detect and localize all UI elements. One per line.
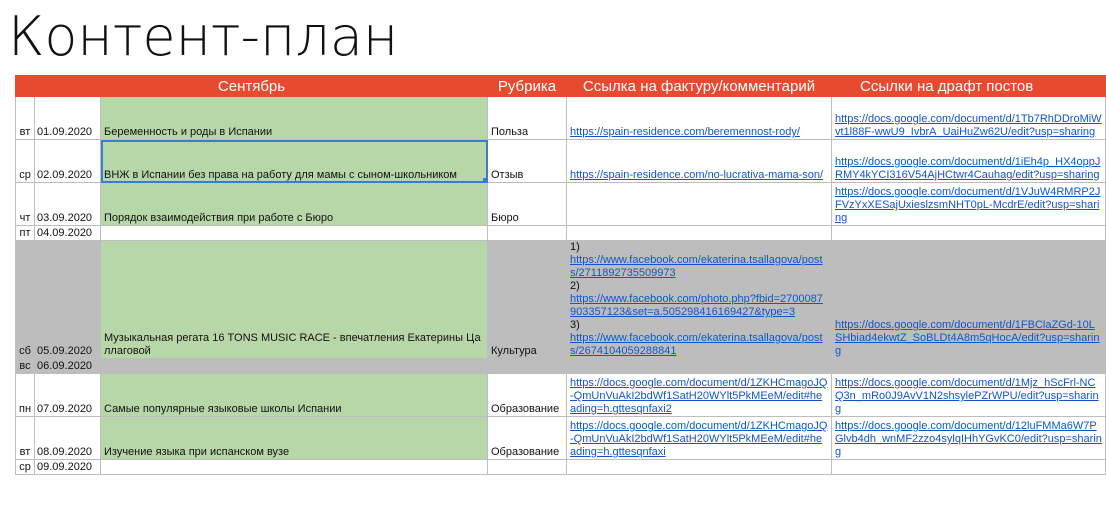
rubric-cell[interactable]: Отзыв [488,140,567,183]
topic-cell[interactable]: Изучение языка при испанском вузе [101,417,488,460]
link-cell[interactable] [567,417,832,460]
table-row [16,183,1106,226]
draft-cell[interactable] [832,359,1106,374]
rubric-cell[interactable]: Образование [488,417,567,460]
draft-cell[interactable] [832,183,1106,226]
rubric-cell[interactable] [488,226,567,241]
table-row [16,374,1106,417]
topic-cell[interactable]: Порядок взаимодействия при работе с Бюро [101,183,488,226]
link-number: 3) [570,319,580,331]
day-cell[interactable]: ср [16,140,35,183]
date-cell[interactable]: 06.09.2020 [35,359,101,374]
date-cell[interactable]: 07.09.2020 [35,374,101,417]
topic-cell[interactable] [101,226,488,241]
table-row [16,460,1106,475]
date-cell[interactable]: 05.09.2020 [35,241,101,359]
day-cell[interactable]: чт [16,183,35,226]
table-row [16,140,1106,183]
link-cell[interactable] [567,226,832,241]
link-cell[interactable] [567,97,832,140]
link-cell[interactable] [567,140,832,183]
table-row [16,359,1106,374]
table-row [16,241,1106,359]
day-cell[interactable]: пн [16,374,35,417]
day-cell[interactable]: вт [16,417,35,460]
draft-cell[interactable] [832,417,1106,460]
header-rubric[interactable]: Рубрика [488,76,567,97]
draft-link[interactable]: https://docs.google.com/document/d/1iEh4p_HX4oppJRMY4kYCI316V54AjHCtwr4Cauhag/edit?usp=sharing [835,156,1101,181]
link-cell[interactable] [567,460,832,475]
header-month[interactable]: Сентябрь [16,76,488,97]
draft-cell[interactable] [832,226,1106,241]
link-cell[interactable] [567,374,832,417]
draft-link[interactable]: https://docs.google.com/document/d/1VJuW4RMRP2JFVzYxXESajUxieslzsmNHT0pL-McdrE/edit?usp=sharing [835,186,1101,224]
day-cell[interactable]: вс [16,359,35,374]
header-links[interactable]: Ссылка на фактуру/комментарий [567,76,832,97]
topic-cell[interactable] [101,359,488,374]
rubric-cell[interactable]: Культура [488,241,567,359]
link[interactable]: https://www.facebook.com/ekaterina.tsallagova/posts/2674104059288841 [570,332,823,357]
rubric-cell[interactable]: Польза [488,97,567,140]
date-cell[interactable]: 01.09.2020 [35,97,101,140]
link-number: 2) [570,280,580,292]
link-number: 1) [570,241,580,253]
link[interactable]: https://www.facebook.com/ekaterina.tsallagova/posts/2711892735509973 [570,254,823,279]
table-row [16,226,1106,241]
rubric-cell[interactable] [488,460,567,475]
draft-cell[interactable] [832,460,1106,475]
table-row [16,97,1106,140]
date-cell[interactable]: 04.09.2020 [35,226,101,241]
draft-cell[interactable] [832,374,1106,417]
link[interactable]: https://docs.google.com/document/d/1ZKHCmagoJQ-QmUnVuAkI2bdWf1SatH20WYlt5PkMEeM/edit#heading=h.gttesqnfaxi [570,420,828,458]
topic-cell[interactable] [101,460,488,475]
header-drafts[interactable]: Ссылки на драфт постов [832,76,1106,97]
date-cell[interactable]: 08.09.2020 [35,417,101,460]
day-cell[interactable]: вт [16,97,35,140]
link[interactable]: https://spain-residence.com/beremennost-rody/ [570,126,800,138]
rubric-cell[interactable] [488,359,567,374]
topic-cell[interactable]: Музыкальная регата 16 TONS MUSIC RACE - впечатления Екатерины Цаллаговой [101,241,488,359]
table-row [16,417,1106,460]
draft-link[interactable]: https://docs.google.com/document/d/1Tb7RhDDroMiWvt1l88F-wwU9_IvbrA_UaiHuZw62U/edit?usp=sharing [835,113,1102,138]
topic-cell-selected[interactable]: ВНЖ в Испании без права на работу для мамы с сыном-школьником [101,140,488,183]
day-cell[interactable]: сб [16,241,35,359]
draft-cell[interactable] [832,241,1106,359]
link-cell[interactable] [567,241,832,359]
link[interactable]: https://docs.google.com/document/d/1ZKHCmagoJQ-QmUnVuAkI2bdWf1SatH20WYlt5PkMEeM/edit#heading=h.gttesqnfaxi2 [570,377,828,415]
date-cell[interactable]: 02.09.2020 [35,140,101,183]
content-plan-table [15,75,1106,475]
topic-cell[interactable]: Самые популярные языковые школы Испании [101,374,488,417]
link[interactable]: https://www.facebook.com/photo.php?fbid=2700087903357123&set=a.505298416169427&type=3 [570,293,823,318]
page-title: Контент-план [8,5,399,68]
draft-cell[interactable] [832,97,1106,140]
rubric-cell[interactable]: Образование [488,374,567,417]
draft-cell[interactable] [832,140,1106,183]
day-cell[interactable]: ср [16,460,35,475]
topic-cell[interactable]: Беременность и роды в Испании [101,97,488,140]
date-cell[interactable]: 09.09.2020 [35,460,101,475]
draft-link[interactable]: https://docs.google.com/document/d/1Mjz_hScFrl-NCQ3n_mRo0J9AvV1N2shsylePZrWPU/edit?usp=sharing [835,377,1099,415]
day-cell[interactable]: пт [16,226,35,241]
link-cell[interactable] [567,359,832,374]
draft-link[interactable]: https://docs.google.com/document/d/12luFMMa6W7PGlvb4dh_wnMF2zzo4sylqIHhYGvKC0/edit?usp=sharing [835,420,1102,458]
header-row [16,76,1106,97]
draft-link[interactable]: https://docs.google.com/document/d/1FBClaZGd-10LSHbiad4ekwtZ_SoBLDt4A8m5qHocA/edit?usp=sharing [835,319,1100,357]
link[interactable]: https://spain-residence.com/no-lucrativa-mama-son/ [570,169,824,181]
rubric-cell[interactable]: Бюро [488,183,567,226]
date-cell[interactable]: 03.09.2020 [35,183,101,226]
link-cell[interactable] [567,183,832,226]
content-plan-sheet [15,75,1102,489]
